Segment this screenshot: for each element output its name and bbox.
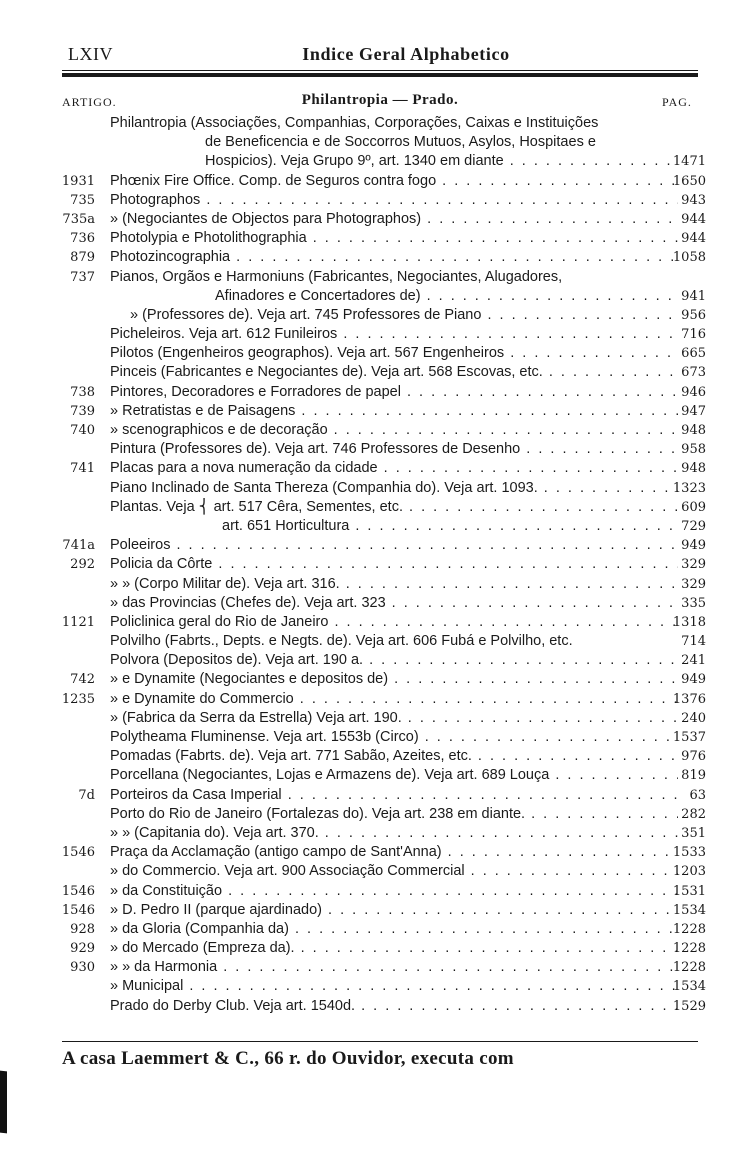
- entry-text: » » (Capitania do). Veja art. 370. . . .: [110, 824, 678, 843]
- entry-text: art. 651 Horticultura . . .: [222, 517, 678, 536]
- footer-advert: A casa Laemmert & C., 66 r. do Ouvidor, executa com: [62, 1048, 514, 1069]
- entry-page: 949: [681, 672, 706, 688]
- entry-text: » (Fabrica da Serra da Estrella) Veja art. 190. . . .: [110, 709, 678, 728]
- entry-artigo: 879: [70, 250, 95, 266]
- index-entry: [0, 958, 746, 977]
- entry-text: » da Gloria (Companhia da) . . .: [110, 920, 678, 939]
- index-entry: [0, 517, 746, 536]
- entry-text: Hospicios). Veja Grupo 9º, art. 1340 em diante . . .: [205, 152, 678, 171]
- index-entry: [0, 882, 746, 901]
- entry-page: 351: [681, 825, 706, 841]
- entry-text: » (Professores de). Veja art. 745 Professores de Piano . . .: [130, 306, 678, 325]
- artigo-column-label: ARTIGO.: [62, 95, 117, 109]
- entry-artigo: 1121: [61, 614, 95, 630]
- index-entry: [0, 306, 746, 325]
- entry-text: Poleeiros . . .: [110, 536, 678, 555]
- entry-page: 948: [681, 461, 706, 477]
- entry-artigo: 1235: [61, 691, 95, 707]
- entry-page: 976: [681, 749, 706, 765]
- entry-text: Porteiros da Casa Imperial . . .: [110, 786, 678, 805]
- entry-page: 944: [681, 231, 706, 247]
- index-entry: [0, 172, 746, 191]
- entry-artigo: 736: [70, 231, 95, 247]
- entry-text: Polytheama Fluminense. Veja art. 1553b (Circo) . . .: [110, 728, 678, 747]
- entry-text: » do Mercado (Empreza da). . . .: [110, 939, 678, 958]
- entry-page: 956: [681, 307, 706, 323]
- entry-text: Policia da Côrte . . .: [110, 555, 678, 574]
- entry-text: » do Commercio. Veja art. 900 Associação Commercial . . .: [110, 862, 678, 881]
- index-entry: [0, 363, 746, 382]
- entry-page: 1318: [672, 614, 706, 630]
- entry-page: 282: [681, 806, 706, 822]
- entry-artigo: 7d: [78, 787, 95, 803]
- entry-text: Pinceis (Fabricantes e Negociantes de). Veja art. 568 Escovas, etc. . . .: [110, 363, 678, 382]
- entry-page: 1534: [672, 979, 706, 995]
- entry-artigo: 929: [70, 941, 95, 957]
- index-entry: [0, 114, 746, 133]
- index-entry: [0, 459, 746, 478]
- entry-page: 819: [681, 768, 706, 784]
- entry-page: 958: [681, 442, 706, 458]
- entry-text: Pilotos (Engenheiros geographos). Veja art. 567 Engenheiros . . .: [110, 344, 678, 363]
- index-entry: [0, 920, 746, 939]
- entry-text: Porto do Rio de Janeiro (Fortalezas do). Veja art. 238 em diante. . . .: [110, 805, 678, 824]
- index-entry: [0, 939, 746, 958]
- index-entry: [0, 575, 746, 594]
- index-entry: [0, 383, 746, 402]
- entry-text: Photographos . . .: [110, 191, 678, 210]
- entry-text: Photozincographia . . .: [110, 248, 678, 267]
- entry-page: 1323: [672, 480, 706, 496]
- entry-artigo: 1546: [61, 883, 95, 899]
- entry-text: Plantas. Veja ⎨ art. 517 Cêra, Sementes, etc. . . .: [110, 498, 678, 517]
- entry-text: » da Constituição . . .: [110, 882, 678, 901]
- entry-artigo: 739: [70, 403, 95, 419]
- entry-page: 716: [681, 327, 706, 343]
- entry-text: » e Dynamite (Negociantes e depositos de) . . .: [110, 670, 678, 689]
- margin-ink-mark: [0, 1071, 7, 1134]
- entry-artigo: 735a: [62, 211, 95, 227]
- index-entry: [0, 555, 746, 574]
- entry-text: » D. Pedro II (parque ajardinado) . . .: [110, 901, 678, 920]
- entry-artigo: 735: [70, 192, 95, 208]
- entry-page: 1228: [672, 960, 706, 976]
- index-entry: [0, 632, 746, 651]
- entry-artigo: 930: [70, 960, 95, 976]
- entry-page: 240: [681, 710, 706, 726]
- entry-page: 1376: [672, 691, 706, 707]
- entry-page: 947: [681, 403, 706, 419]
- index-entry: [0, 479, 746, 498]
- footer-rule: [62, 1041, 698, 1042]
- entry-text: Polvilho (Fabrts., Depts. e Negts. de). Veja art. 606 Fubá e Polvilho, etc.: [110, 633, 573, 650]
- entry-text: » das Provincias (Chefes de). Veja art. 323 . . .: [110, 594, 678, 613]
- running-title: Indice Geral Alphabetico: [302, 44, 510, 64]
- entry-text: » Retratistas e de Paisagens . . .: [110, 402, 678, 421]
- entry-page: 665: [681, 346, 706, 362]
- entry-page: 1058: [672, 250, 706, 266]
- index-entry: [0, 670, 746, 689]
- entry-page: 943: [681, 192, 706, 208]
- entry-text: » » da Harmonia . . .: [110, 958, 678, 977]
- entry-artigo: 737: [70, 269, 95, 285]
- entry-text: Polvora (Depositos de). Veja art. 190 a. . . .: [110, 651, 678, 670]
- entry-artigo: 1931: [61, 173, 95, 189]
- entry-page: 1537: [672, 730, 706, 745]
- index-entry: [0, 862, 746, 881]
- entry-page: 673: [681, 365, 706, 381]
- index-entry: [0, 229, 746, 248]
- index-entry: [0, 287, 746, 306]
- entry-page: 1203: [672, 864, 706, 880]
- entry-page: 335: [681, 595, 706, 611]
- entry-text: Pintores, Decoradores e Forradores de papel . . .: [110, 383, 678, 402]
- pag-column-label: PAG.: [662, 95, 692, 109]
- index-entry: [0, 977, 746, 996]
- entry-artigo: 1546: [61, 902, 95, 918]
- index-entry: [0, 152, 746, 171]
- section-title: Philantropia — Prado.: [301, 92, 459, 108]
- entry-artigo: 741a: [62, 538, 95, 554]
- index-entry: [0, 594, 746, 613]
- page-number: LXIV: [68, 44, 113, 64]
- entry-text: Afinadores e Concertadores de) . . .: [215, 287, 678, 306]
- index-entry: [0, 651, 746, 670]
- entry-page: 1533: [672, 845, 706, 861]
- index-entry: [0, 421, 746, 440]
- entry-text: » e Dynamite do Commercio . . .: [110, 690, 678, 709]
- entry-artigo: 292: [70, 557, 95, 573]
- index-entry: [0, 613, 746, 632]
- entry-text: Pintura (Professores de). Veja art. 746 Professores de Desenho . . .: [110, 440, 678, 459]
- index-entry: [0, 344, 746, 363]
- entry-artigo: 1546: [61, 845, 95, 861]
- index-entry: [0, 498, 746, 517]
- entry-text: de Beneficencia e de Soccorros Mutuos, Asylos, Hospitaes e: [205, 134, 596, 151]
- entry-page: 1228: [672, 941, 706, 957]
- entry-page: 948: [681, 423, 706, 438]
- entry-text: » » (Corpo Militar de). Veja art. 316. . . .: [110, 575, 678, 594]
- index-entry: [0, 133, 746, 152]
- index-entries: [0, 114, 746, 1016]
- entry-text: Philantropia (Associações, Companhias, Corporações, Caixas e Instituições: [110, 115, 599, 131]
- entry-page: 941: [681, 288, 706, 304]
- entry-page: 949: [681, 538, 706, 554]
- index-entry: [0, 747, 746, 766]
- entry-page: 1471: [672, 154, 706, 170]
- index-entry: [0, 997, 746, 1016]
- entry-page: 329: [681, 557, 706, 573]
- index-entry: [0, 440, 746, 459]
- index-entry: [0, 268, 746, 287]
- entry-text: » (Negociantes de Objectos para Photographos) . . .: [110, 210, 678, 229]
- entry-text: Phœnix Fire Office. Comp. de Seguros contra fogo . . .: [110, 172, 678, 191]
- entry-text: Prado do Derby Club. Veja art. 1540d. . . .: [110, 997, 678, 1016]
- index-entry: [0, 843, 746, 862]
- entry-text: Piano Inclinado de Santa Thereza (Companhia do). Veja art. 1093. . . .: [110, 479, 678, 498]
- entry-artigo: 740: [70, 423, 95, 438]
- entry-text: Pomadas (Fabrts. de). Veja art. 771 Sabão, Azeites, etc. . . .: [110, 747, 678, 766]
- entry-text: Photolypia e Photolithographia . . .: [110, 229, 678, 248]
- entry-page: 714: [681, 634, 706, 650]
- entry-artigo: 742: [70, 672, 95, 688]
- entry-text: Picheleiros. Veja art. 612 Funileiros . . .: [110, 325, 678, 344]
- entry-page: 729: [681, 518, 706, 534]
- entry-page: 609: [681, 499, 706, 515]
- entry-page: 946: [681, 384, 706, 400]
- index-entry: [0, 210, 746, 229]
- entry-text: Policlinica geral do Rio de Janeiro . . .: [110, 613, 678, 632]
- index-entry: [0, 402, 746, 421]
- entry-page: 241: [681, 653, 706, 669]
- entry-page: 944: [681, 211, 706, 227]
- entry-page: 1531: [672, 883, 706, 899]
- entry-text: Praça da Acclamação (antigo campo de Sant'Anna) . . .: [110, 843, 678, 862]
- entry-artigo: 738: [70, 384, 95, 400]
- entry-page: 1534: [672, 902, 706, 918]
- index-entry: [0, 690, 746, 709]
- entry-text: » scenographicos e de decoração . . .: [110, 421, 678, 440]
- index-entry: [0, 709, 746, 728]
- index-entry: [0, 728, 746, 747]
- header-rule-thin: [62, 70, 698, 71]
- entry-artigo: 928: [70, 921, 95, 937]
- entry-page: 63: [689, 787, 706, 803]
- index-entry: [0, 766, 746, 785]
- entry-artigo: 741: [70, 461, 95, 477]
- index-entry: [0, 248, 746, 267]
- entry-text: » Municipal . . .: [110, 977, 678, 996]
- entry-text: Pianos, Orgãos e Harmoniuns (Fabricantes, Negociantes, Alugadores,: [110, 268, 563, 285]
- entry-page: 1529: [672, 998, 706, 1014]
- entry-page: 329: [681, 576, 706, 592]
- index-entry: [0, 191, 746, 210]
- entry-text: Placas para a nova numeração da cidade . . .: [110, 459, 678, 478]
- index-entry: [0, 901, 746, 920]
- index-entry: [0, 805, 746, 824]
- entry-text: Porcellana (Negociantes, Lojas e Armazens de). Veja art. 689 Louça . . .: [110, 766, 678, 785]
- entry-page: 1650: [672, 173, 706, 189]
- index-entry: [0, 786, 746, 805]
- index-entry: [0, 536, 746, 555]
- entry-page: 1228: [672, 921, 706, 937]
- index-entry: [0, 824, 746, 843]
- index-entry: [0, 325, 746, 344]
- header-rule-thick: [62, 73, 698, 77]
